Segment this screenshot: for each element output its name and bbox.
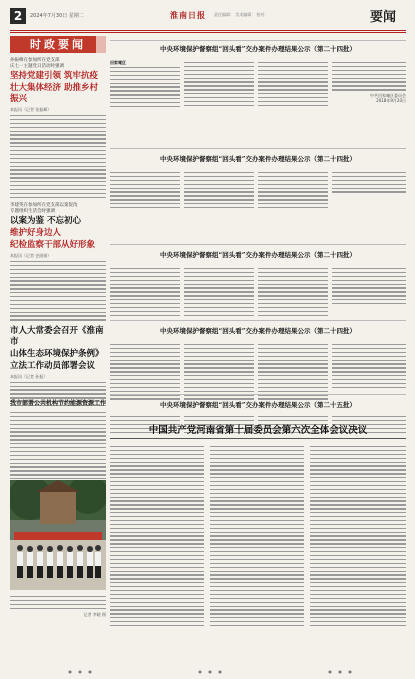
block-rule	[110, 320, 406, 321]
story-headline-line: 以案为鉴 不忘初心	[10, 216, 81, 226]
decision-headline: 中国共产党河南省第十届委员会第六次全体会议决议	[148, 425, 368, 436]
decision-rule	[110, 438, 406, 439]
announcement-title: 中央环境保护督察组“回头看”交办案件办理结果公示（第二十四批）	[160, 155, 356, 163]
left-column	[10, 36, 106, 409]
story-body	[10, 115, 106, 198]
left-story-3	[10, 326, 106, 407]
story-byline: 本报讯（记者 史丽娟）	[10, 253, 52, 258]
header-rule-secondary	[10, 32, 406, 33]
seal-date: 2018年9月20日	[376, 98, 406, 104]
story-headline-line: 坚持党建引领 筑牢抗疫	[10, 71, 98, 81]
announcement-title: 中央环境保护督察组“回头看”交办案件办理结果公示（第二十四批）	[160, 251, 356, 259]
announcement-columns	[332, 170, 406, 195]
block-rule	[110, 148, 406, 149]
story-headline-line: 立法工作动员部署会议	[10, 360, 96, 371]
announcement-columns	[258, 266, 328, 319]
story-headline-line: 壮大集体经济 助推乡村振兴	[10, 83, 98, 104]
editor-info: 责任编辑： 美术编辑： 校对：	[214, 12, 269, 17]
footer-ornament	[10, 660, 406, 666]
photo-credit: 记者 李晓 摄	[83, 611, 106, 617]
banner-edge	[96, 36, 106, 53]
announcement-columns	[184, 60, 254, 109]
announcement-columns	[332, 60, 406, 103]
story-kicker: 李建英在参加所在党支部以案促改	[10, 203, 78, 208]
footer-dots	[10, 669, 406, 675]
photo-caption	[10, 594, 106, 618]
story-byline: 本报讯（记者 张振峰）	[10, 107, 52, 112]
announcement-columns	[184, 266, 254, 319]
photo-illustration	[10, 480, 106, 590]
announcement-columns	[332, 342, 406, 391]
announcement-columns	[110, 60, 180, 110]
date-line: 2024年7月30日 星期二	[30, 13, 84, 19]
announcement-columns	[110, 170, 180, 211]
story-kicker: 孙振峰在参加所在党支部	[10, 58, 60, 63]
seal-label: 中共田家庵区委员会	[370, 93, 406, 99]
masthead: 淮南日报	[170, 10, 206, 20]
block-rule	[110, 40, 406, 41]
decision-body-col-1	[110, 444, 204, 629]
announcement-columns	[258, 60, 328, 109]
left-story-2	[10, 203, 106, 321]
news-photo	[10, 480, 106, 590]
announcement-columns	[184, 170, 254, 211]
lower-left-body	[10, 410, 106, 490]
header-rule	[10, 30, 406, 31]
story-kicker-2: 庆七一主题党日活动时强调	[10, 64, 64, 69]
banner-label: 时政要闻	[30, 38, 86, 51]
story-byline: 本报讯（记者 孙振）	[10, 373, 48, 379]
announcement-title: 中央环境保护督察组“回头看”交办案件办理结果公示（第二十四批）	[160, 327, 356, 335]
decision-body-col-2	[210, 444, 304, 629]
page-number: 2	[10, 8, 26, 24]
announcement-columns	[110, 266, 180, 319]
block-rule	[110, 394, 406, 395]
lower-left-headline: 我市部署公共机构节约能源资源工作	[10, 400, 107, 407]
story-kicker-2: 专题组织生活会时强调	[10, 209, 55, 214]
block-rule	[110, 244, 406, 245]
announcement-title: 中央环境保护督察组“回头看”交办案件办理结果公示（第二十四批）	[160, 45, 356, 53]
story-body	[10, 261, 106, 321]
announcement-title: 中央环境保护督察组“回头看”交办案件办理结果公示（第二十五批）	[160, 401, 356, 409]
story-headline-line: 维护好身边人	[10, 228, 62, 238]
story-headline-line: 纪检监察干部从好形象	[10, 240, 96, 250]
unit-label: 田家庵区	[110, 60, 126, 65]
story-headline-line: 山体生态环境保护条例》	[10, 348, 104, 359]
left-story-1	[10, 58, 106, 198]
story-headline-line: 市人大常委会召开《淮南市	[10, 325, 104, 347]
announcement-columns	[332, 266, 406, 307]
news-banner	[10, 36, 106, 53]
page-header	[10, 4, 406, 26]
decision-body-col-3	[310, 444, 406, 629]
section-title: 要闻	[369, 10, 396, 25]
announcement-columns	[258, 170, 328, 211]
